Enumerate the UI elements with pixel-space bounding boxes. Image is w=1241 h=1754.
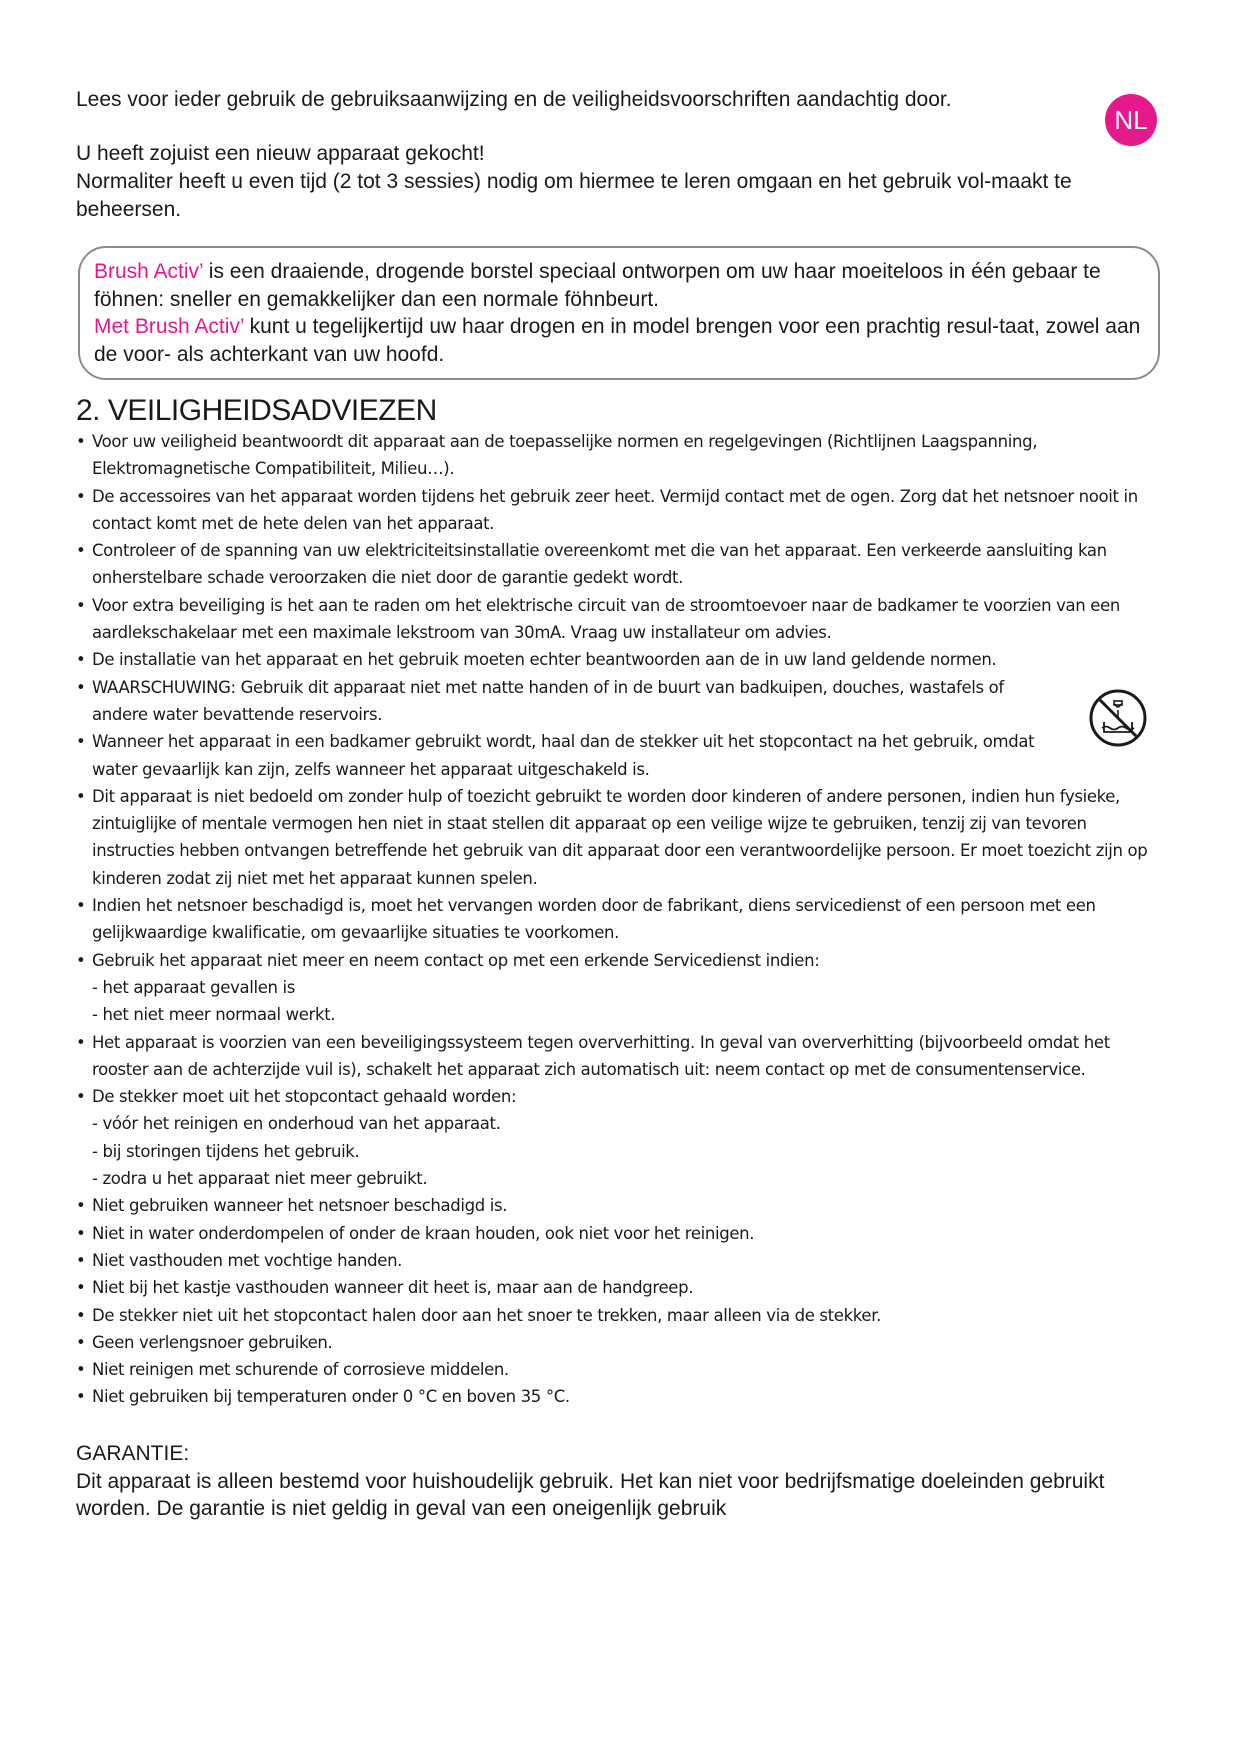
product-callout xyxy=(78,246,1160,380)
callout-paragraph-2 xyxy=(94,313,1144,368)
warranty-text: Dit apparaat is alleen bestemd voor huishoudelijk gebruik. Het kan niet voor bedrijfsmatige doeleinden gebruikt worden. De garantie is niet geldig in geval van een oneigenlijk gebruik xyxy=(76,1469,1105,1520)
list-item: • Niet gebruiken bij temperaturen onder 0 °C en boven 35 °C. xyxy=(76,1383,1168,1410)
callout-paragraph-1 xyxy=(94,258,1144,313)
callout-text-2: kunt u tegelijkertijd uw haar drogen en in model brengen voor een prachtig resul-taat, zowel aan de voor- als achterkant van uw hoofd. xyxy=(94,315,1141,366)
safety-rules-list xyxy=(76,428,1168,1411)
service-rule-text: Gebruik het apparaat niet meer en neem contact op met een erkende Servicedienst indien: xyxy=(92,950,820,970)
warranty-section xyxy=(76,1440,1168,1523)
intro-line-2: U heeft zojuist een nieuw apparaat gekocht! xyxy=(76,142,485,165)
unplug-rule-text: De stekker moet uit het stopcontact gehaald worden: xyxy=(92,1087,517,1107)
list-item: • Niet reinigen met schurende of corrosieve middelen. xyxy=(76,1356,1168,1383)
list-item: • Dit apparaat is niet bedoeld om zonder hulp of toezicht gebruikt te worden door kinderen of andere personen, indien hun fysieke, zintuiglijke of mentale vermogen hen niet in staat stellen dit apparaat op een veilige wijze te gebruiken, tenzij zij van tevoren instructies hebben ontvangen betreffende het gebruik van dit apparaat door een verantwoordelijke persoon. Er moet toezicht zijn op kinderen zodat zij niet met het apparaat kunnen spelen. xyxy=(76,783,1168,892)
intro-line-1: Lees voor ieder gebruik de gebruiksaanwijzing en de veiligheidsvoorschriften aandachtig door. xyxy=(76,88,952,111)
list-item: • De accessoires van het apparaat worden tijdens het gebruik zeer heet. Vermijd contact met de ogen. Zorg dat het netsnoer nooit in contact komt met de hete delen van het apparaat. xyxy=(76,483,1168,538)
list-item xyxy=(76,947,1168,1029)
brand-name-2: Met Brush Activ’ xyxy=(94,315,244,338)
list-item: • Niet vasthouden met vochtige handen. xyxy=(76,1247,1168,1274)
list-item: • Het apparaat is voorzien van een beveiligingssysteem tegen oververhitting. In geval van oververhitting (bijvoorbeeld omdat het rooster aan de achterzijde vuil is), schakelt het apparaat zich automatisch uit: neem contact op met de consumentenservice. xyxy=(76,1029,1168,1084)
unplug-rule-sub: - bij storingen tijdens het gebruik. xyxy=(92,1141,360,1161)
service-rule-sub: - het apparaat gevallen is xyxy=(92,977,296,997)
list-item: • De installatie van het apparaat en het gebruik moeten echter beantwoorden aan de in uw land geldende normen. xyxy=(76,646,1168,673)
list-item: • Voor uw veiligheid beantwoordt dit apparaat aan de toepasselijke normen en regelgevingen (Richtlijnen Laagspanning, Elektromagnetische Compatibiliteit, Milieu…). xyxy=(76,428,1168,483)
intro-line-3: Normaliter heeft u even tijd (2 tot 3 sessies) nodig om hiermee te leren omgaan en het gebruik vol-maakt te beheersen. xyxy=(76,170,1072,221)
intro xyxy=(76,86,1166,224)
service-rule-sub: - het niet meer normaal werkt. xyxy=(92,1005,336,1025)
unplug-rule-sub: - vóór het reinigen en onderhoud van het apparaat. xyxy=(92,1114,501,1134)
list-item: • WAARSCHUWING: Gebruik dit apparaat niet met natte handen of in de buurt van badkuipen, douches, wastafels of andere water bevattende reservoirs. xyxy=(76,674,1168,729)
list-item: • Geen verlengsnoer gebruiken. xyxy=(76,1329,1168,1356)
callout-text-1: is een draaiende, drogende borstel speciaal ontworpen om uw haar moeiteloos in één gebaar te föhnen: sneller en gemakkelijker dan een normale föhnbeurt. xyxy=(94,260,1101,311)
list-item xyxy=(76,1083,1168,1192)
list-item: • Controleer of de spanning van uw elektriciteitsinstallatie overeenkomt met die van het apparaat. Een verkeerde aansluiting kan onherstelbare schade veroorzaken die niet door de garantie gedekt wordt. xyxy=(76,537,1168,592)
list-item: • Wanneer het apparaat in een badkamer gebruikt wordt, haal dan de stekker uit het stopcontact na het gebruik, omdat water gevaarlijk kan zijn, zelfs wanneer het apparaat uitgeschakeld is. xyxy=(76,728,1168,783)
section-title: 2. VEILIGHEIDSADVIEZEN xyxy=(76,394,437,427)
brand-name: Brush Activ’ xyxy=(94,260,203,283)
list-item: • Voor extra beveiliging is het aan te raden om het elektrische circuit van de stroomtoevoer naar de badkamer te voorzien van een aardlekschakelaar met een maximale lekstroom van 30mA. Vraag uw installateur om advies. xyxy=(76,592,1168,647)
list-item: • Niet in water onderdompelen of onder de kraan houden, ook niet voor het reinigen. xyxy=(76,1220,1168,1247)
list-item: • Indien het netsnoer beschadigd is, moet het vervangen worden door de fabrikant, diens servicedienst of een persoon met een gelijkwaardige kwalificatie, om gevaarlijke situaties te voorkomen. xyxy=(76,892,1168,947)
list-item: • De stekker niet uit het stopcontact halen door aan het snoer te trekken, maar alleen via de stekker. xyxy=(76,1302,1168,1329)
unplug-rule-sub: - zodra u het apparaat niet meer gebruikt. xyxy=(92,1169,428,1189)
warranty-title: GARANTIE: xyxy=(76,1442,190,1465)
no-water-icon xyxy=(1088,688,1148,748)
list-item: • Niet bij het kastje vasthouden wanneer dit heet is, maar aan de handgreep. xyxy=(76,1274,1168,1301)
language-badge: NL xyxy=(1105,94,1157,146)
list-item: • Niet gebruiken wanneer het netsnoer beschadigd is. xyxy=(76,1192,1168,1219)
